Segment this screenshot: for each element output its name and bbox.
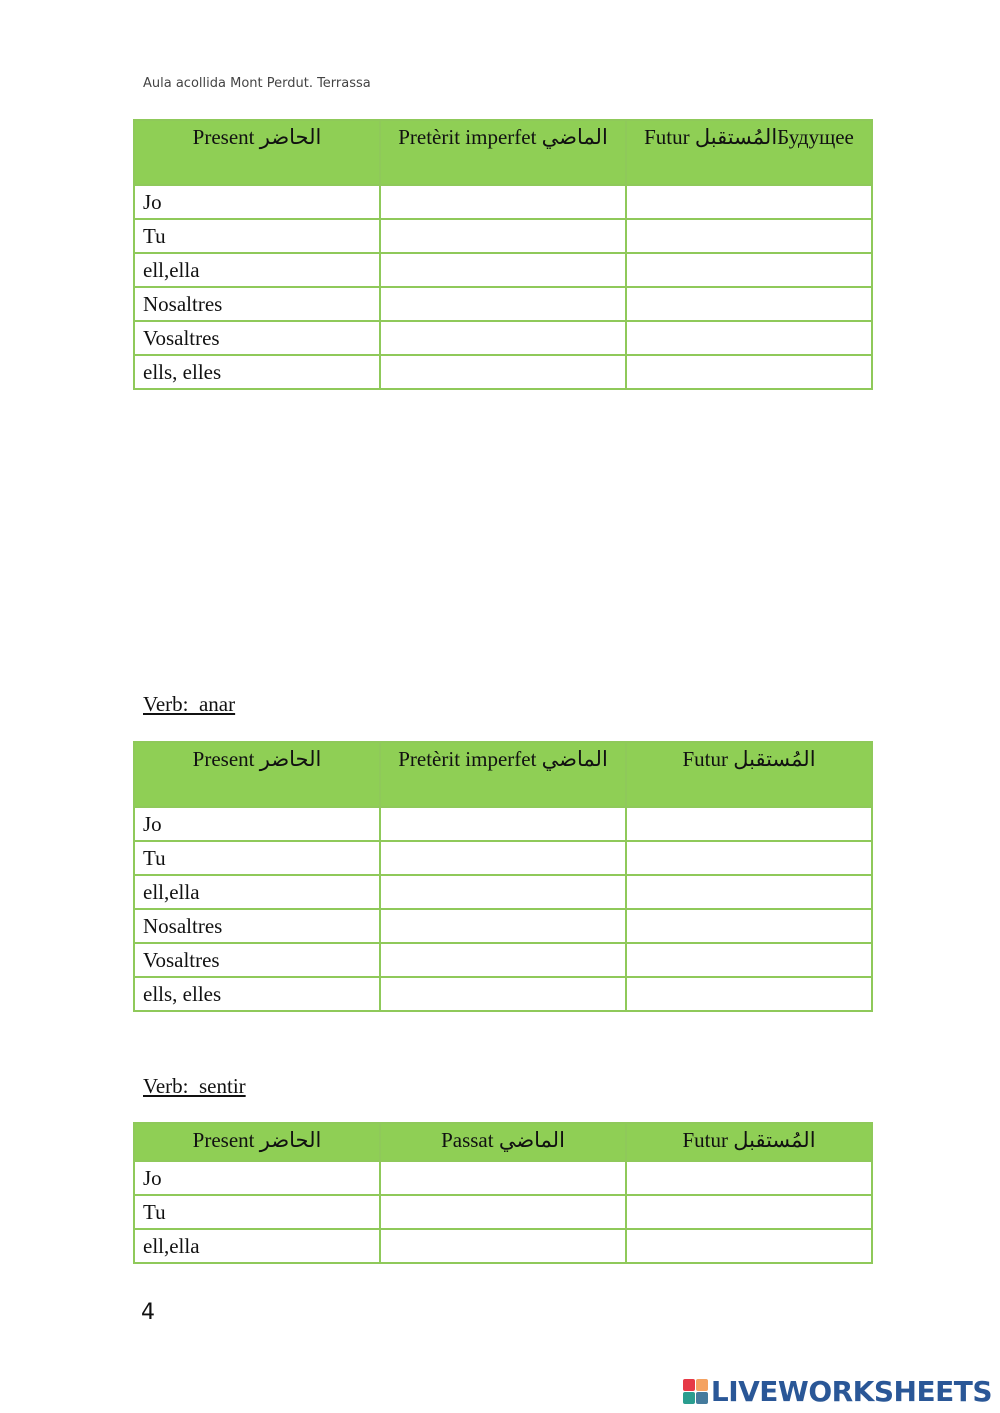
answer-cell[interactable] [626,841,872,875]
answer-cell[interactable] [626,1229,872,1263]
answer-cell[interactable] [380,977,626,1011]
table-row [134,841,872,875]
answer-cell[interactable] [626,1161,872,1195]
col-header-future: Futur المُستقبل [626,1123,872,1161]
answer-cell[interactable] [380,909,626,943]
pronoun-cell: Tu [134,841,380,875]
pronoun-cell: Nosaltres [134,909,380,943]
answer-cell[interactable] [626,321,872,355]
col-header-future: Futur المُستقبلБудущее [626,120,872,185]
table-header-row [134,1123,872,1161]
table-row [134,185,872,219]
answer-cell[interactable] [626,355,872,389]
table-header-row [134,120,872,185]
page-number: 4 [141,1300,155,1325]
pronoun-cell: Vosaltres [134,321,380,355]
pronoun-cell: Vosaltres [134,943,380,977]
pronoun-cell: ell,ella [134,875,380,909]
answer-cell[interactable] [626,943,872,977]
pronoun-cell: Jo [134,185,380,219]
answer-cell[interactable] [626,185,872,219]
col-header-present: Present الحاضر [134,120,380,185]
answer-cell[interactable] [380,1161,626,1195]
answer-cell[interactable] [626,1195,872,1229]
answer-cell[interactable] [380,875,626,909]
answer-cell[interactable] [626,219,872,253]
logo-square [696,1379,708,1391]
verb-label-sentir: Verb: sentir [143,1074,246,1098]
table-row [134,321,872,355]
pronoun-cell: Tu [134,1195,380,1229]
answer-cell[interactable] [380,185,626,219]
conjugation-table-1 [133,119,873,390]
table-row [134,287,872,321]
col-header-past: Pretèrit imperfet الماضي [380,120,626,185]
verb-label-anar: Verb: anar [143,692,236,716]
col-header-past: Pretèrit imperfet الماضي [380,742,626,807]
table-row [134,355,872,389]
answer-cell[interactable] [380,807,626,841]
table-row [134,943,872,977]
answer-cell[interactable] [626,909,872,943]
answer-cell[interactable] [626,253,872,287]
answer-cell[interactable] [626,807,872,841]
table-row [134,1229,872,1263]
table-row [134,1161,872,1195]
answer-cell[interactable] [380,943,626,977]
col-header-future: Futur المُستقبل [626,742,872,807]
col-header-present: Present الحاضر [134,742,380,807]
table-header-row [134,742,872,807]
table-row [134,219,872,253]
answer-cell[interactable] [380,219,626,253]
liveworksheets-logo-icon [683,1379,708,1404]
conjugation-table-sentir [133,1122,873,1264]
logo-square [696,1392,708,1404]
logo-square [683,1392,695,1404]
pronoun-cell: Jo [134,1161,380,1195]
answer-cell[interactable] [626,875,872,909]
answer-cell[interactable] [380,287,626,321]
pronoun-cell: ell,ella [134,253,380,287]
table-row [134,909,872,943]
answer-cell[interactable] [380,1195,626,1229]
answer-cell[interactable] [380,321,626,355]
pronoun-cell: ells, elles [134,977,380,1011]
answer-cell[interactable] [626,287,872,321]
table-row [134,253,872,287]
table-row [134,977,872,1011]
document-header: Aula acollida Mont Perdut. Terrassa [143,76,371,91]
conjugation-table-anar [133,741,873,1012]
col-header-past: Passat الماضي [380,1123,626,1161]
answer-cell[interactable] [380,841,626,875]
pronoun-cell: Tu [134,219,380,253]
table-row [134,807,872,841]
logo-square [683,1379,695,1391]
pronoun-cell: ell,ella [134,1229,380,1263]
table-row [134,1195,872,1229]
col-header-present: Present الحاضر [134,1123,380,1161]
answer-cell[interactable] [380,1229,626,1263]
answer-cell[interactable] [380,355,626,389]
pronoun-cell: Jo [134,807,380,841]
table-row [134,875,872,909]
brand-name: LIVEWORKSHEETS [710,1375,992,1408]
answer-cell[interactable] [626,977,872,1011]
pronoun-cell: ells, elles [134,355,380,389]
pronoun-cell: Nosaltres [134,287,380,321]
liveworksheets-brand[interactable] [683,1375,992,1408]
answer-cell[interactable] [380,253,626,287]
